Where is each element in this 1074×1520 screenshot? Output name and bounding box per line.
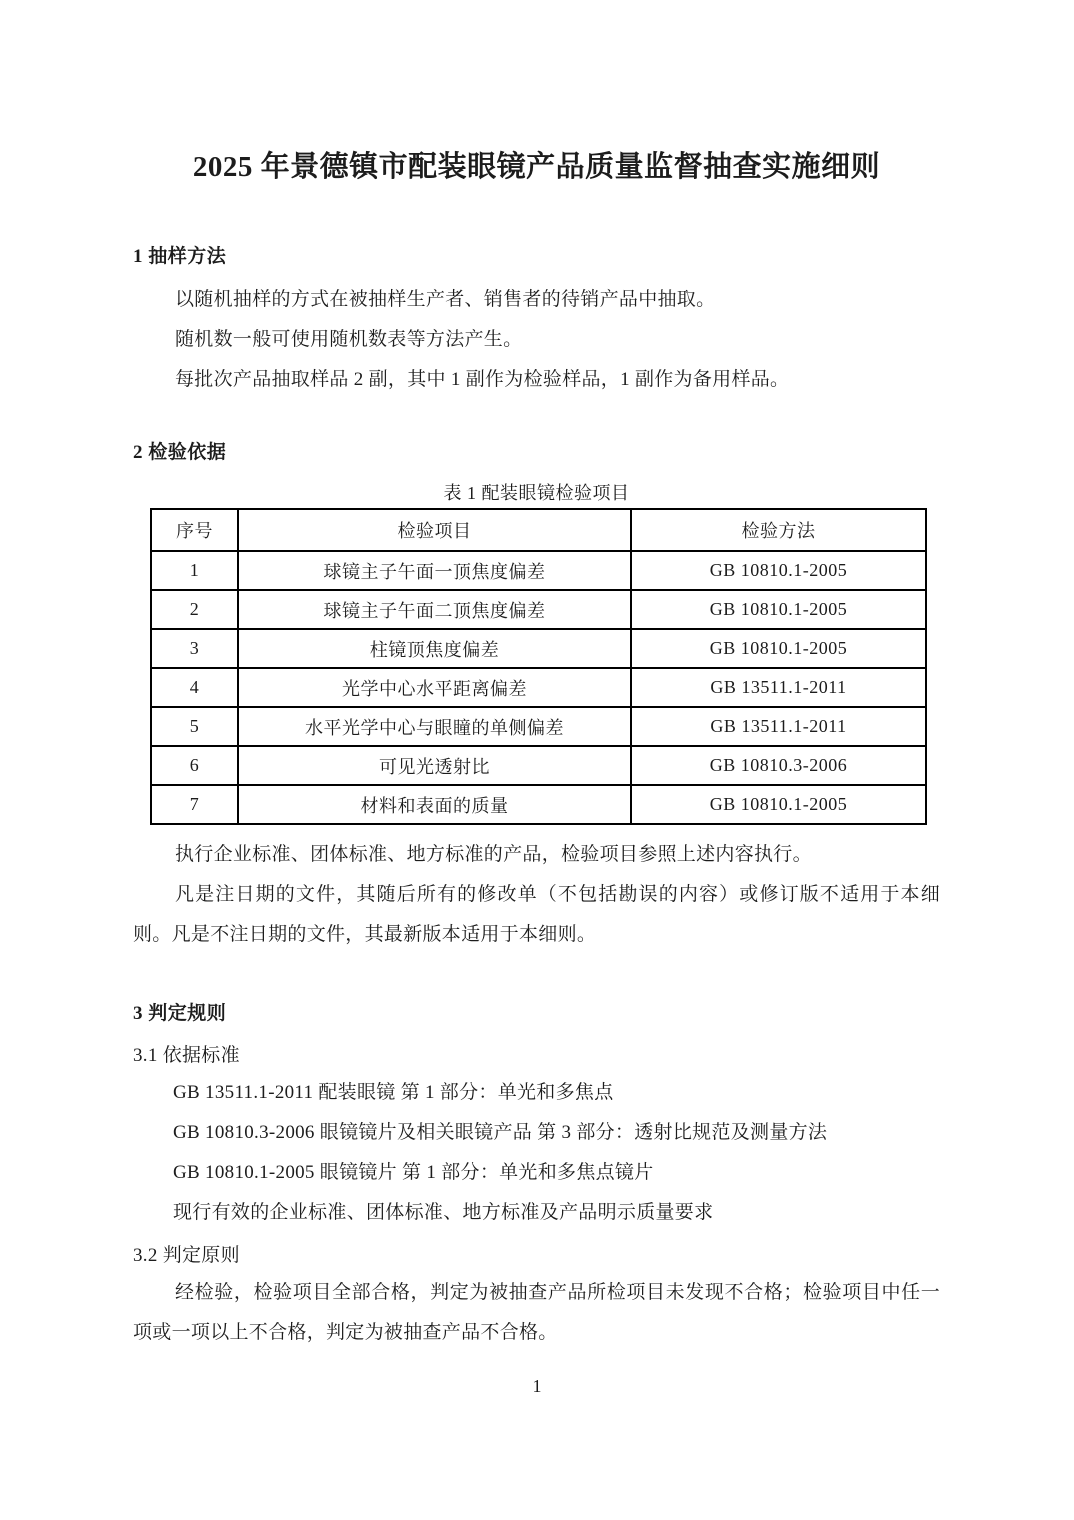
row-no: 4 [151,668,238,707]
row-item: 材料和表面的质量 [238,785,631,824]
row-no: 2 [151,590,238,629]
sampling-paragraph: 每批次产品抽取样品 2 副，其中 1 副作为检验样品，1 副作为备用样品。 [175,369,790,390]
table-header-row [151,509,926,551]
standards-list [133,1073,940,1233]
row-method: GB 13511.1-2011 [631,707,926,746]
row-item: 柱镜顶焦度偏差 [238,629,631,668]
row-item: 可见光透射比 [238,746,631,785]
section-inspection-basis-heading: 2 检验依据 [133,442,227,463]
inspection-basis-paragraph: 凡是注日期的文件，其随后所有的修改单（不包括勘误的内容）或修订版不适用于本细则。凡是不注日期的文件，其最新版本适用于本细则。 [133,884,940,945]
row-item: 球镜主子午面二顶焦度偏差 [238,590,631,629]
row-no: 3 [151,629,238,668]
row-no: 1 [151,551,238,590]
section-judgment-rules-heading: 3 判定规则 [133,1003,227,1024]
standard-line: GB 10810.3-2006 眼镜镜片及相关眼镜产品 第 3 部分：透射比规范及测量方法 [173,1122,828,1143]
row-method: GB 13511.1-2011 [631,668,926,707]
table-row [151,668,926,707]
table-row [151,551,926,590]
row-no: 5 [151,707,238,746]
row-method: GB 10810.1-2005 [631,590,926,629]
subsection-basis-standards-heading: 3.1 依据标准 [133,1045,240,1066]
row-no: 6 [151,746,238,785]
table-row [151,785,926,824]
sampling-paragraph: 随机数一般可使用随机数表等方法产生。 [175,329,523,350]
table-header-method: 检验方法 [631,509,926,551]
table-row [151,629,926,668]
row-method: GB 10810.1-2005 [631,629,926,668]
row-method: GB 10810.1-2005 [631,551,926,590]
page-number: 1 [532,1376,542,1396]
row-method: GB 10810.1-2005 [631,785,926,824]
standard-line: 现行有效的企业标准、团体标准、地方标准及产品明示质量要求 [173,1202,714,1223]
row-item: 水平光学中心与眼瞳的单侧偏差 [238,707,631,746]
table-row [151,707,926,746]
row-no: 7 [151,785,238,824]
subsection-judgment-principle-heading: 3.2 判定原则 [133,1245,240,1266]
row-item: 球镜主子午面一顶焦度偏差 [238,551,631,590]
table-header-item: 检验项目 [238,509,631,551]
table-header-no: 序号 [151,509,238,551]
table-caption: 表 1 配装眼镜检验项目 [443,483,630,503]
inspection-basis-paragraph: 执行企业标准、团体标准、地方标准的产品，检验项目参照上述内容执行。 [175,844,812,865]
section-sampling-heading: 1 抽样方法 [133,246,227,267]
table-row [151,590,926,629]
judgment-principle-paragraph: 经检验，检验项目全部合格，判定为被抽查产品所检项目未发现不合格；检验项目中任一项或一项以上不合格，判定为被抽查产品不合格。 [133,1282,940,1343]
standard-line: GB 10810.1-2005 眼镜镜片 第 1 部分：单光和多焦点镜片 [173,1162,654,1183]
row-method: GB 10810.3-2006 [631,746,926,785]
standard-line: GB 13511.1-2011 配装眼镜 第 1 部分：单光和多焦点 [173,1082,614,1103]
table-row [151,746,926,785]
row-item: 光学中心水平距离偏差 [238,668,631,707]
inspection-items-table [150,508,927,825]
document-title: 2025 年景德镇市配装眼镜产品质量监督抽查实施细则 [192,151,881,183]
sampling-paragraph: 以随机抽样的方式在被抽样生产者、销售者的待销产品中抽取。 [175,289,716,310]
